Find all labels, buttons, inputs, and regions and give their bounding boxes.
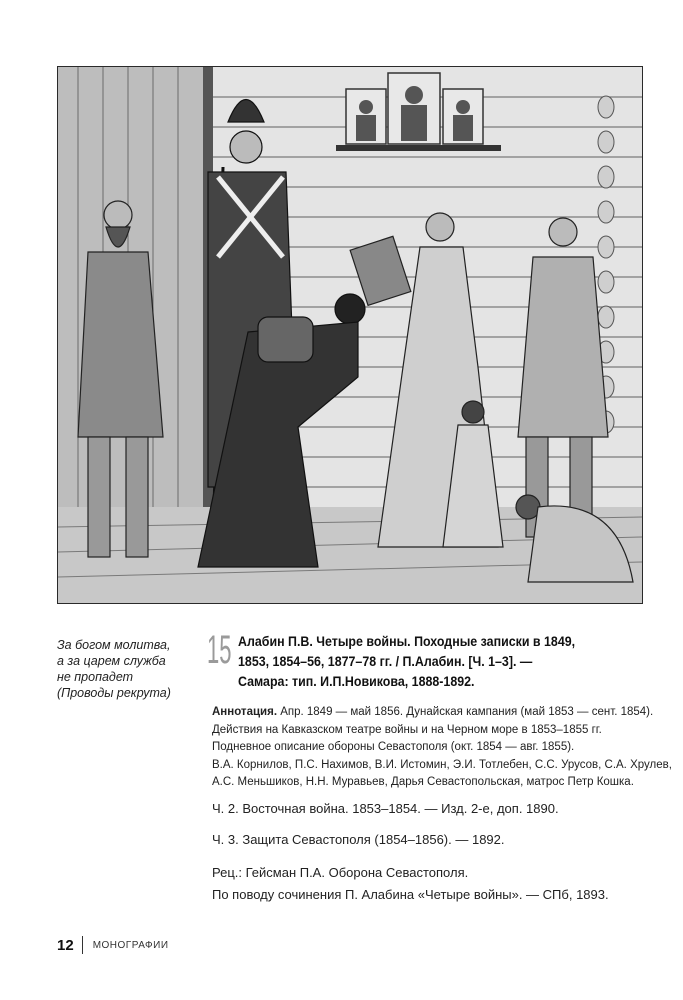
annotation-line: В.А. Корнилов, П.С. Нахимов, В.И. Истомин, Э.И. Тотлебен, С.С. Урусов, С.А. Хрулев,	[212, 758, 672, 771]
annotation-line: Подневное описание обороны Севастополя (окт. 1854 — авг. 1855).	[212, 741, 575, 753]
annotation-block	[212, 704, 672, 792]
part-2: Ч. 2. Восточная война. 1853–1854. — Изд. 2-е, доп. 1890.	[212, 801, 559, 816]
caption-line: (Проводы рекрута)	[57, 686, 171, 700]
entry-title-line: 1853, 1854–56, 1877–78 гг. / П.Алабин. [Ч. 1–3]. —	[238, 654, 533, 669]
caption-line: а за царем служба	[57, 654, 166, 668]
annotation-line: Действия на Кавказском театре войны и на Черном море в 1853–1855 гг.	[212, 723, 602, 736]
annotation-first-line	[212, 704, 657, 722]
entry-number: 15	[207, 628, 232, 672]
annotation-text: Апр. 1849 — май 1856. Дунайская кампания (май 1853 — сент. 1854).	[277, 706, 654, 718]
entry-title-line: Самара: тип. И.П.Новикова, 1888-1892.	[238, 674, 475, 689]
annotation-line: А.С. Меньшиков, Н.Н. Муравьев, Дарья Севастопольская, матрос Петр Кошка.	[212, 776, 634, 788]
section-name: МОНОГРАФИИ	[92, 939, 169, 951]
illustration-caption	[57, 637, 207, 701]
footer-divider	[82, 936, 83, 954]
page-number: 12	[57, 936, 74, 954]
review-line: По поводу сочинения П. Алабина «Четыре войны». — СПб, 1893.	[212, 887, 609, 902]
caption-line: не пропадет	[57, 670, 134, 684]
entry-title-line: Алабин П.В. Четыре войны. Походные записки в 1849,	[238, 634, 576, 649]
review-block	[212, 862, 609, 906]
engraving-drawing	[58, 67, 642, 603]
page-footer	[57, 936, 169, 954]
engraving-illustration	[57, 66, 643, 604]
part-3: Ч. 3. Защита Севастополя (1854–1856). — 1892.	[212, 832, 505, 847]
annotation-label: Аннотация.	[212, 706, 278, 718]
review-line: Рец.: Гейсман П.А. Оборона Севастополя.	[212, 865, 469, 880]
caption-line: За богом молитва,	[57, 638, 171, 652]
entry-title	[238, 632, 658, 692]
